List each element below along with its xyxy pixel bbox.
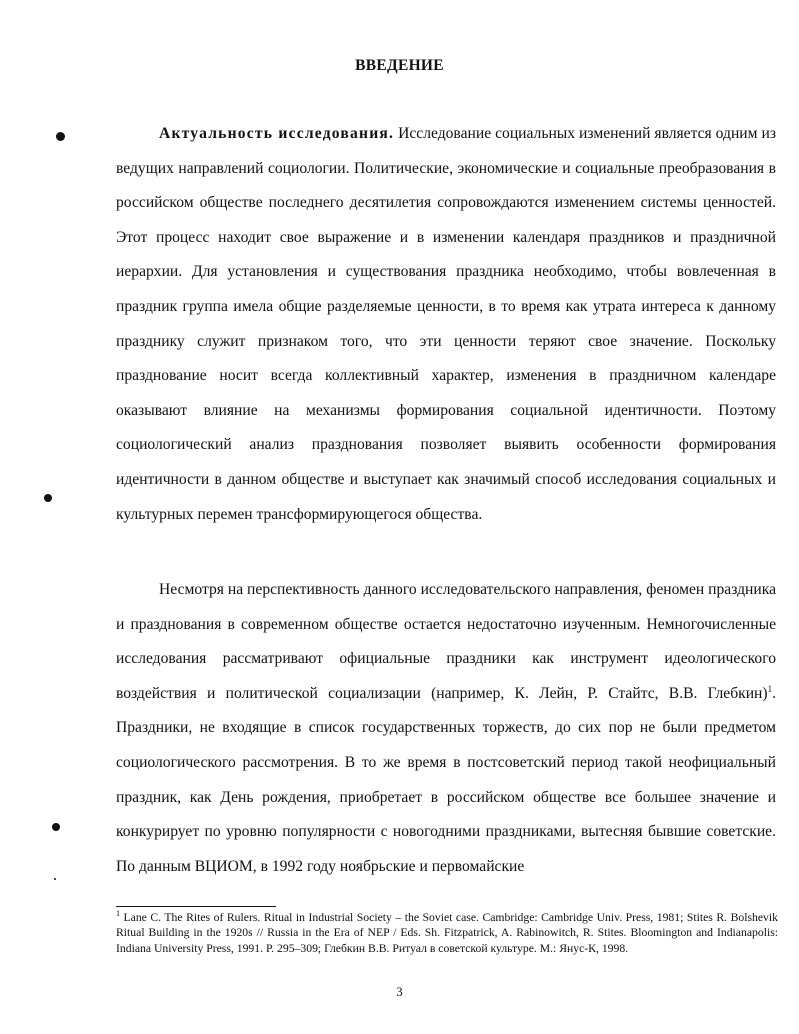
- footnote-number: 1: [116, 909, 120, 919]
- paragraph-lead: Актуальность исследования.: [159, 125, 395, 142]
- page-title: ВВЕДЕНИЕ: [355, 57, 444, 74]
- footnote: [116, 910, 778, 956]
- footnote-reference[interactable]: 1: [767, 683, 773, 694]
- page-number: 3: [396, 985, 403, 999]
- paragraph-relevance: [116, 117, 776, 532]
- footnote-text: Lane C. The Rites of Rulers. Ritual in Industrial Society – the Soviet case. Cambridge: Cambridge Univ. Press, 1981; Stites R. Bolshevik Ritual Building in the 1920s // Russia in the Era of NEP / Eds. Sh. Fitzpatrick, A. Rabinowitch, R. Stites. Bloomington and Indianapolis: Indiana University Press, 1991. P. 295–309; Глебкин В.В. Ритуал в советской культуре. М.: Янус-К, 1998.: [116, 911, 778, 955]
- scan-mark-3: [52, 823, 60, 831]
- paragraph-text-part2: . Праздники, не входящие в список государственных торжеств, до сих пор не были предметом социологического рассмотрения. В то же время в постсоветский период такой неофициальный праздник, как День рождения, приобретает в российском обществе все большее значение и конкурирует по уровню популярности с новогодними праздниками, вытесняя бывшие советские. По данным ВЦИОМ, в 1992 году ноябрьские и первомайские: [116, 684, 776, 875]
- scan-mark-4: [54, 878, 56, 880]
- footnote-divider: [116, 906, 276, 907]
- scan-mark-1: [56, 132, 65, 141]
- scan-mark-2: [44, 494, 52, 502]
- paragraph-text: Исследование социальных изменений является одним из ведущих направлений социологии. Политические, экономические и социальные преобразования в российском обществе последнего десятилетия сопровождаются изменением системы ценностей. Этот процесс находит свое выражение и в изменении календаря праздников и праздничной иерархии. Для установления и существования праздника необходимо, чтобы вовлеченная в праздник группа имела общие разделяемые ценности, в то время как утрата интереса к данному празднику служит признаком того, что эти ценности теряют свое значение. Поскольку празднование носит всегда коллективный характер, изменения в праздничном календаре оказывают влияние на механизмы формирования социальной идентичности. Поэтому социологический анализ празднования позволяет выявить особенности формирования идентичности в данном обществе и выступает как значимый способ исследования социальных и культурных перемен трансформирующегося общества.: [116, 125, 776, 523]
- paragraph-text-part1: Несмотря на перспективность данного исследовательского направления, феномен праздника и празднования в современном обществе остается недостаточно изученным. Немногочисленные исследования рассматривают официальные праздники как инструмент идеологического воздействия и политической социализации (например, К. Лейн, Р. Стайтс, В.В. Глебкин): [116, 581, 776, 702]
- paragraph-research-gap: [116, 573, 776, 884]
